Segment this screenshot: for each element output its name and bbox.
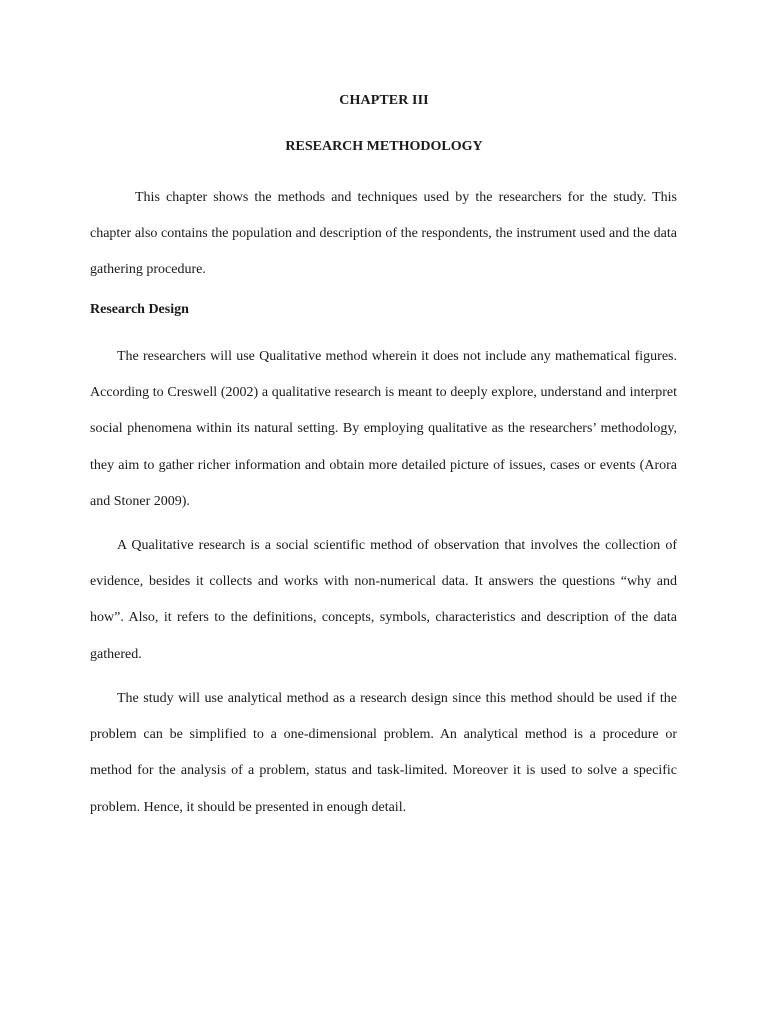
paragraph-analytical-method: The study will use analytical method as a research design since this method should be used if the problem can be simplified to a one-dimensional problem. An analytical method is a procedure or method for the analysis of a problem, status and task-limited. Moreover it is used to solve a specific problem. Hence, it should be presented in enough detail.	[90, 691, 677, 815]
intro-paragraph: This chapter shows the methods and techniques used by the researchers for the study. This chapter also contains the population and description of the respondents, the instrument used and the data gathering procedure.	[90, 190, 677, 278]
research-design-heading: Research Design	[90, 302, 189, 317]
paragraph-qualitative-method: The researchers will use Qualitative method wherein it does not include any mathematical figures. According to Creswell (2002) a qualitative research is meant to deeply explore, understand and interpret social phenomena within its natural setting. By employing qualitative as the researchers’ methodology, they aim to gather richer information and obtain more detailed picture of issues, cases or events (Arora and Stoner 2009).	[90, 349, 677, 509]
chapter-title: CHAPTER III	[339, 93, 429, 108]
section-title: RESEARCH METHODOLOGY	[285, 139, 483, 154]
paragraph-qualitative-research: A Qualitative research is a social scientific method of observation that involves the collection of evidence, besides it collects and works with non-numerical data. It answers the questions “why and how”. Also, it refers to the definitions, concepts, symbols, characteristics and description of the data gathered.	[90, 538, 677, 662]
